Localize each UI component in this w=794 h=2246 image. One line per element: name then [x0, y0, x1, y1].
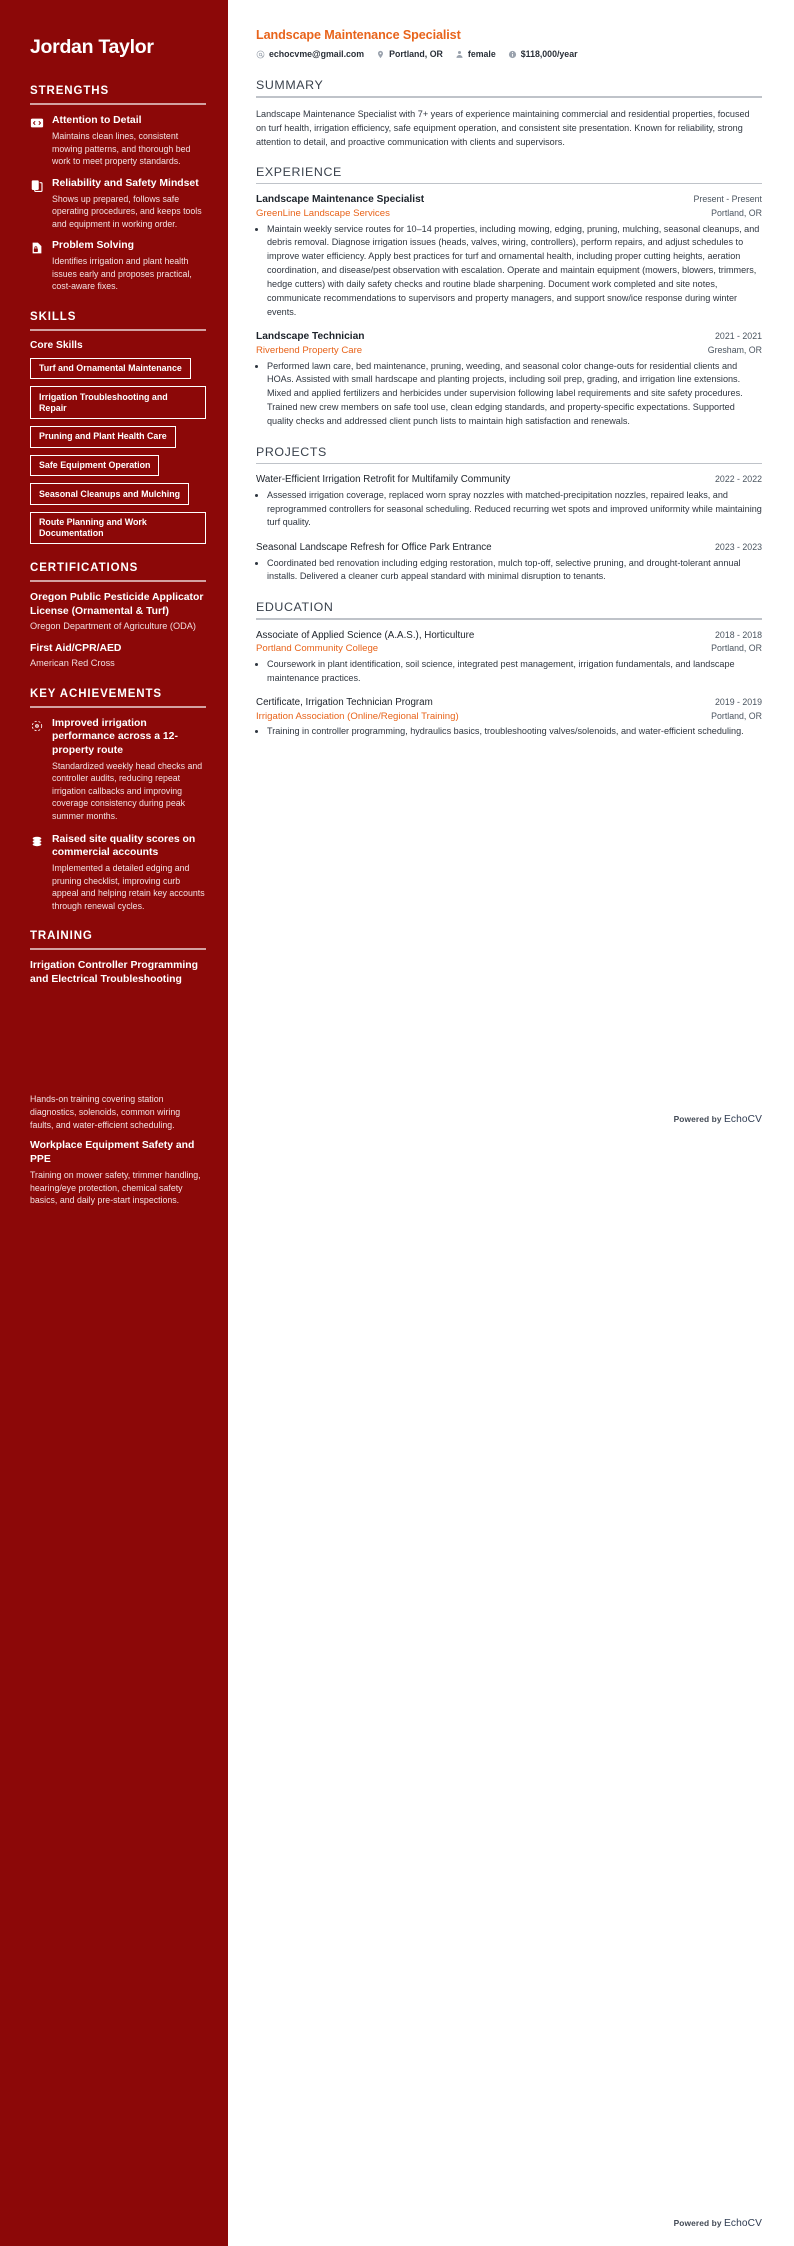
training-item — [30, 1139, 206, 1207]
education-school: Portland Community College — [256, 643, 379, 655]
achievement-title: Raised site quality scores on commercial accounts — [52, 833, 196, 859]
certification-name: Oregon Public Pesticide Applicator License (Ornamental & Turf) — [30, 592, 204, 618]
certifications-section — [30, 562, 206, 669]
skill-chip: Turf and Ornamental Maintenance — [30, 358, 191, 380]
skills-section — [30, 311, 206, 545]
document-lock-icon — [30, 241, 44, 255]
experience-location: Gresham, OR — [707, 345, 762, 356]
experience-bullets — [256, 360, 762, 429]
experience-entry — [256, 193, 762, 319]
contact-email-value: echocvme@gmail.com — [269, 49, 365, 59]
summary-section — [256, 78, 762, 149]
projects-divider — [256, 463, 762, 465]
summary-text: Landscape Maintenance Specialist with 7+ years of experience maintaining commercial and residential properties, focused on turf health, irrigation efficiency, safe equipment operation, and consistent site presentation. Known for reliability, strong attention to detail, and proactive communication with clients and supervisors. — [256, 108, 750, 147]
job-headline: Landscape Maintenance Specialist — [256, 28, 461, 42]
achievements-section — [30, 688, 206, 913]
project-entry — [256, 473, 762, 530]
database-stack-icon — [30, 835, 44, 849]
training-heading: TRAINING — [30, 930, 93, 943]
skill-chip: Safe Equipment Operation — [30, 455, 159, 477]
education-school: Irrigation Association (Online/Regional Training) — [256, 710, 459, 722]
page-break-gap — [30, 989, 206, 1093]
sidebar — [0, 0, 228, 2246]
contact-salary — [508, 49, 578, 59]
bullet: • Performed lawn care, bed maintenance, pruning, weeding, and seasonal color change-outs for residential clients and HOAs. Assisted with small hardscape and planting projects, including soil prep, grading, and irrigation line extensions. Mixed and applied fertilizers and herbicides under supervision following label requirements and site safety procedures. Trained new crew members on safe tool use, clean edging standards, and property-specific expectations. Supported quality checks and addressed client punch lists to maintain high satisfaction and renewals. — [267, 360, 762, 429]
summary-heading: SUMMARY — [256, 78, 324, 92]
experience-date: 2021 - 2021 — [715, 331, 762, 342]
certifications-heading: CERTIFICATIONS — [30, 562, 139, 575]
education-divider — [256, 618, 762, 620]
experience-date: Present - Present — [693, 194, 762, 205]
strength-desc: Shows up prepared, follows safe operating procedures, and keeps tools and equipment in working order. — [52, 193, 202, 229]
projects-heading: PROJECTS — [256, 444, 327, 459]
experience-section — [256, 165, 762, 429]
strength-desc: Maintains clean lines, consistent mowing patterns, and thorough bed work to meet property standards. — [52, 131, 191, 167]
experience-org: Riverbend Property Care — [256, 345, 363, 357]
experience-location: Portland, OR — [711, 208, 762, 219]
education-date: 2018 - 2018 — [715, 629, 762, 640]
education-entry — [256, 629, 762, 686]
education-degree: Associate of Applied Science (A.A.S.), Horticulture — [256, 629, 475, 641]
skills-group-label: Core Skills — [30, 339, 83, 351]
certifications-divider — [30, 580, 206, 582]
contact-row — [256, 49, 762, 59]
contact-location-value: Portland, OR — [389, 49, 443, 59]
certification-name: First Aid/CPR/AED — [30, 642, 122, 654]
person-icon — [455, 50, 464, 59]
project-entry — [256, 541, 762, 584]
achievement-desc: Implemented a detailed edging and pruning checklist, improving curb appeal and helping retain key accounts through renewal cycles. — [52, 863, 205, 911]
strength-item — [30, 239, 206, 292]
bullet: • Coordinated bed renovation including edging restoration, mulch top-off, selective pruning, and drought-tolerant annual installs. Delivered a cleaner curb appeal standard with minimal disruption to tenants. — [267, 557, 762, 585]
strengths-divider — [30, 103, 206, 105]
certification-org: Oregon Department of Agriculture (ODA) — [30, 620, 196, 631]
skills-heading: SKILLS — [30, 310, 77, 323]
training-section — [30, 930, 206, 1207]
main-content — [228, 0, 794, 755]
experience-role: Landscape Maintenance Specialist — [256, 194, 425, 206]
strength-title: Reliability and Safety Mindset — [52, 177, 199, 189]
page-footer — [674, 2218, 762, 2229]
experience-bullets — [256, 223, 762, 320]
certification-org: American Red Cross — [30, 657, 115, 668]
skill-chip: Pruning and Plant Health Care — [30, 426, 176, 448]
strength-desc: Identifies irrigation and plant health issues early and proposes practical, cost-aware fixes. — [52, 256, 192, 292]
education-entry — [256, 696, 762, 739]
education-heading: EDUCATION — [256, 600, 334, 615]
candidate-name: Jordan Taylor — [30, 36, 154, 58]
strengths-section — [30, 85, 206, 292]
achievement-title: Improved irrigation performance across a 12-property route — [52, 717, 178, 756]
education-location: Portland, OR — [711, 710, 762, 721]
project-date: 2023 - 2023 — [715, 542, 762, 553]
education-bullets — [256, 658, 762, 686]
experience-role: Landscape Technician — [256, 331, 365, 343]
education-bullets — [256, 725, 762, 739]
code-brackets-icon — [30, 116, 44, 130]
location-pin-icon — [376, 50, 385, 59]
achievements-divider — [30, 706, 206, 708]
summary-divider — [256, 96, 762, 98]
education-date: 2019 - 2019 — [715, 697, 762, 708]
bullet: • Training in controller programming, hydraulics basics, troubleshooting valves/solenoids, and water-efficient scheduling. — [267, 725, 762, 739]
info-circle-icon — [508, 50, 517, 59]
achievement-item — [30, 833, 206, 913]
strength-item — [30, 177, 206, 230]
certification-item — [30, 642, 206, 670]
education-section — [256, 600, 762, 739]
education-location: Portland, OR — [711, 643, 762, 654]
certification-item — [30, 591, 206, 633]
bullet: • Coursework in plant identification, soil science, integrated pest management, irrigation fundamentals, and landscape maintenance practices. — [267, 658, 762, 686]
achievements-heading: KEY ACHIEVEMENTS — [30, 687, 162, 700]
strength-title: Problem Solving — [52, 240, 134, 252]
education-degree: Certificate, Irrigation Technician Program — [256, 697, 433, 709]
skills-divider — [30, 329, 206, 331]
training-divider — [30, 948, 206, 950]
strengths-heading: STRENGTHS — [30, 85, 110, 98]
contact-salary-value: $118,000/year — [520, 49, 578, 59]
email-icon — [256, 50, 265, 59]
footer-prefix: Powered by — [673, 1114, 725, 1124]
training-desc: Hands-on training covering station diagnostics, solenoids, common wiring faults, and water-efficient scheduling. — [30, 1094, 181, 1130]
contact-email — [256, 49, 364, 59]
copy-document-icon — [30, 179, 44, 193]
strength-item — [30, 114, 206, 167]
skill-chip: Route Planning and Work Documentation — [30, 512, 206, 544]
contact-gender — [455, 49, 496, 59]
project-name: Water-Efficient Irrigation Retrofit for Multifamily Community — [256, 474, 511, 486]
footer-brand: EchoCV — [724, 1114, 762, 1125]
contact-gender-value: female — [467, 49, 496, 59]
experience-heading: EXPERIENCE — [256, 164, 342, 179]
project-date: 2022 - 2022 — [715, 474, 762, 485]
bullet: • Assessed irrigation coverage, replaced worn spray nozzles with matched-precipitation nozzles, repaired leaks, and reprogrammed controllers for seasonal scheduling. Reduced recurring wet spots and improved uniformity while maintaining turf quality. — [267, 489, 762, 530]
project-name: Seasonal Landscape Refresh for Office Park Entrance — [256, 542, 492, 554]
project-bullets — [256, 489, 762, 530]
skill-chip: Irrigation Troubleshooting and Repair — [30, 386, 206, 418]
projects-section — [256, 445, 762, 585]
target-node-icon — [30, 719, 44, 733]
contact-location — [376, 49, 443, 59]
training-desc: Training on mower safety, trimmer handling, hearing/eye protection, chemical safety basics, and daily pre-start inspections. — [30, 1169, 201, 1206]
experience-divider — [256, 183, 762, 185]
training-name: Irrigation Controller Programming and Electrical Troubleshooting — [30, 960, 198, 986]
page-footer — [674, 1114, 762, 1125]
footer-prefix: Powered by — [673, 2218, 725, 2228]
strength-title: Attention to Detail — [52, 115, 142, 127]
achievement-item — [30, 717, 206, 823]
experience-org: GreenLine Landscape Services — [256, 208, 390, 220]
bullet: • Maintain weekly service routes for 10–14 properties, including mowing, edging, pruning, mulching, seasonal cleanups, and debris removal. Diagnose irrigation issues (heads, valves, wiring, controllers), perform repairs, and adjust schedules to improve water efficiency. Apply best practices for turf and ornamental health, including proper cutting heights, aeration coordination, and disease/pest observation with escalation. Operate and maintain equipment (mowers, blowers, trimmers, hedge cutters) with daily safety checks and routine blade sharpening. Document work completed and site notes, communicate recommendations to supervisors and property managers, and support snow/ice response during winter events. — [267, 223, 762, 320]
training-name: Workplace Equipment Safety and PPE — [30, 1140, 195, 1166]
achievement-desc: Standardized weekly head checks and controller audits, reducing repeat irrigation callbacks and improving coverage consistency during peak summer months. — [52, 760, 203, 822]
experience-entry — [256, 330, 762, 428]
project-bullets — [256, 557, 762, 585]
footer-brand: EchoCV — [724, 2218, 762, 2229]
training-item — [30, 959, 206, 1131]
skill-chip: Seasonal Cleanups and Mulching — [30, 483, 189, 505]
